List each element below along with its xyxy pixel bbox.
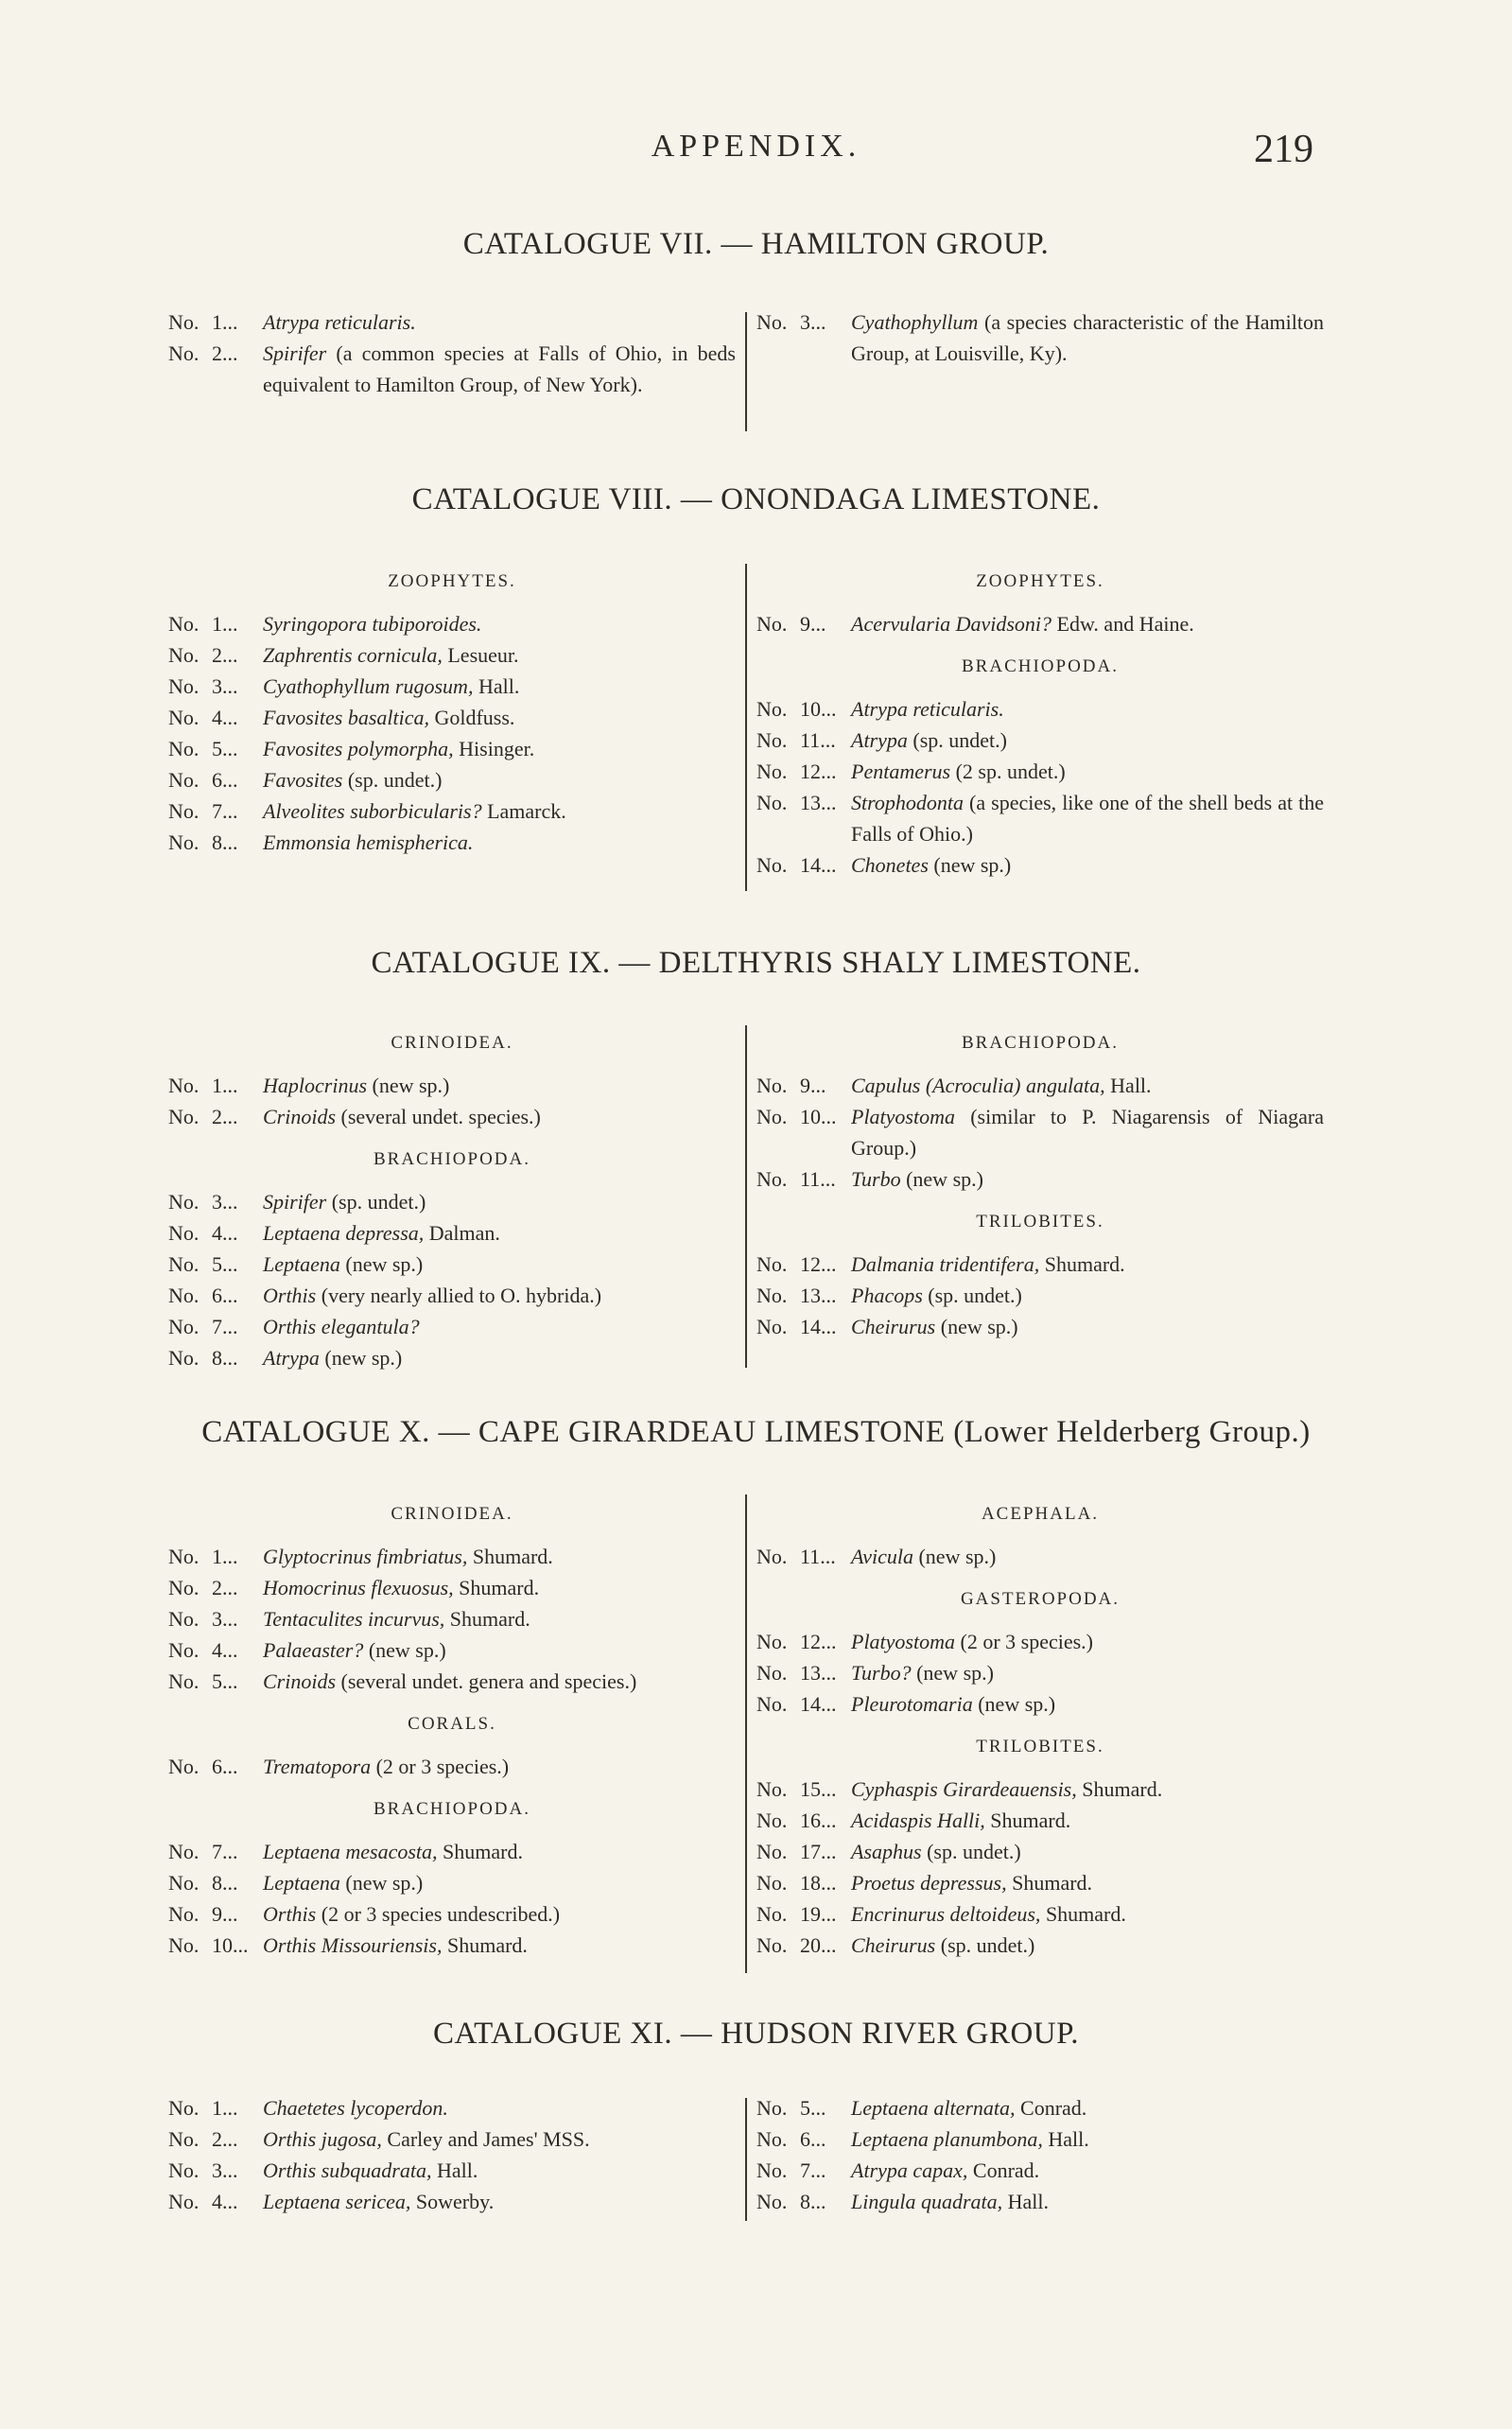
- catalogue-entry: [168, 2092, 736, 2123]
- entry-note: (2 or 3 species.): [955, 1630, 1094, 1653]
- species-name: Favosites: [263, 768, 343, 792]
- entry-note: Hall.: [1002, 2190, 1050, 2213]
- species-name: Palaeaster?: [263, 1638, 364, 1662]
- species-name: Capulus (Acroculia) angulata,: [851, 1074, 1105, 1097]
- catalogue-entry: [756, 1898, 1324, 1930]
- entry-number: No. 9...: [756, 1074, 826, 1097]
- catalogue-entry: [756, 693, 1324, 725]
- entry-note: Shumard.: [437, 1840, 523, 1863]
- species-name: Leptaena alternata,: [851, 2096, 1016, 2120]
- species-name: Crinoids: [263, 1105, 337, 1128]
- section-heading: CORALS.: [408, 1714, 496, 1734]
- species-name: Orthis Missouriensis,: [263, 1933, 443, 1957]
- entry-note: (new sp.): [363, 1638, 446, 1662]
- section-heading: BRACHIOPODA.: [374, 1799, 530, 1819]
- species-name: Leptaena depressa,: [263, 1221, 425, 1245]
- catalogue-entry: [756, 1311, 1324, 1342]
- species-name: Leptaena: [263, 1252, 340, 1276]
- catalogue-entry: [756, 725, 1324, 756]
- entry-number: No. 3...: [756, 310, 826, 334]
- species-name: Turbo?: [851, 1661, 912, 1685]
- species-name: Acervularia Davidsoni?: [851, 612, 1052, 636]
- catalogue-left-column: [168, 1016, 736, 1373]
- entry-note: (2 or 3 species undescribed.): [316, 1902, 561, 1926]
- entry-note: (several undet. genera and species.): [336, 1669, 637, 1693]
- entry-number: No. 15...: [756, 1777, 837, 1801]
- entry-note: (new sp.): [972, 1692, 1056, 1716]
- catalogue-entry: [168, 827, 736, 858]
- catalogue-right-column: [756, 306, 1324, 369]
- entry-number: No. 5...: [168, 737, 238, 760]
- entry-number: No. 2...: [168, 1576, 238, 1599]
- species-name: Syringopora tubiporoides.: [263, 612, 482, 636]
- entry-note: (new sp.): [319, 1346, 403, 1370]
- catalogue-entry: [168, 306, 736, 338]
- section-heading: CRINOIDEA.: [391, 1504, 513, 1524]
- entry-note: Shumard.: [1006, 1871, 1093, 1895]
- species-name: Cyathophyllum: [851, 310, 979, 334]
- species-name: Phacops: [851, 1284, 923, 1307]
- column-divider: [745, 312, 747, 431]
- species-name: Orthis jugosa,: [263, 2127, 382, 2151]
- column-divider: [745, 564, 747, 891]
- species-name: Spirifer: [263, 341, 327, 365]
- entry-number: No. 4...: [168, 2190, 238, 2213]
- catalogue-entry: [756, 1657, 1324, 1688]
- entry-number: No. 7...: [168, 799, 238, 823]
- entry-number: No. 11...: [756, 728, 836, 752]
- entry-number: No. 2...: [168, 2127, 238, 2151]
- catalogue-title: CATALOGUE XI. — HUDSON RIVER GROUP.: [432, 2017, 1080, 2051]
- entry-number: No. 13...: [756, 791, 837, 814]
- entry-note: Shumard.: [453, 1576, 540, 1599]
- catalogue-entry: [168, 1186, 736, 1217]
- species-name: Orthis subquadrata,: [263, 2158, 432, 2182]
- entry-note: (a common species at Falls of Ohio, in beds equivalent to Hamilton Group, of New York).: [263, 341, 736, 396]
- entry-number: No. 2...: [168, 1105, 238, 1128]
- species-name: Atrypa: [263, 1346, 320, 1370]
- section-heading: TRILOBITES.: [976, 1737, 1104, 1756]
- entry-number: No. 3...: [168, 1190, 238, 1214]
- catalogue-entry: [756, 2155, 1324, 2186]
- catalogue-entry: [168, 1070, 736, 1101]
- catalogue-entry: [168, 1280, 736, 1311]
- species-name: Emmonsia hemispherica.: [263, 830, 474, 854]
- catalogue-entry: [168, 733, 736, 764]
- catalogue-entry: [168, 1836, 736, 1867]
- entry-note: (a species, like one of the shell beds at the Falls of Ohio.): [851, 791, 1324, 846]
- catalogue-entry: [168, 1541, 736, 1572]
- entry-number: No. 16...: [756, 1809, 837, 1832]
- species-name: Zaphrentis cornicula,: [263, 643, 443, 667]
- entry-number: No. 5...: [168, 1669, 238, 1693]
- species-name: Leptaena sericea,: [263, 2190, 411, 2213]
- running-header: APPENDIX.: [651, 129, 861, 164]
- catalogue-entry: [168, 1603, 736, 1634]
- entry-note: (very nearly allied to O. hybrida.): [316, 1284, 602, 1307]
- species-name: Platyostoma: [851, 1630, 955, 1653]
- entry-note: Shumard.: [1039, 1252, 1125, 1276]
- entry-note: (sp. undet.): [907, 728, 1007, 752]
- catalogue-entry: [756, 1163, 1324, 1195]
- entry-note: Sowerby.: [410, 2190, 495, 2213]
- entry-note: Carley and James' MSS.: [381, 2127, 590, 2151]
- species-name: Haplocrinus: [263, 1074, 367, 1097]
- entry-note: Hall.: [431, 2158, 478, 2182]
- entry-number: No. 6...: [756, 2127, 826, 2151]
- entry-note: Shumard.: [984, 1809, 1071, 1832]
- entry-note: (sp. undet.): [921, 1840, 1021, 1863]
- catalogue-entry: [756, 306, 1324, 369]
- species-name: Tentaculites incurvus,: [263, 1607, 445, 1631]
- entry-number: No. 11...: [756, 1167, 836, 1191]
- species-name: Atrypa reticularis.: [263, 310, 416, 334]
- species-name: Encrinurus deltoideus,: [851, 1902, 1041, 1926]
- catalogue-entry: [756, 1805, 1324, 1836]
- entry-number: No. 14...: [756, 853, 837, 877]
- species-name: Orthis: [263, 1902, 317, 1926]
- catalogue-right-column: [756, 1016, 1324, 1342]
- catalogue-left-column: [168, 2092, 736, 2217]
- entry-number: No. 12...: [756, 1252, 837, 1276]
- catalogue-entry: [168, 639, 736, 671]
- species-name: Favosites basaltica,: [263, 706, 429, 729]
- entry-note: Hisinger.: [453, 737, 535, 760]
- entry-note: Conrad.: [1015, 2096, 1087, 2120]
- entry-number: No. 7...: [168, 1840, 238, 1863]
- catalogue-entry: [756, 1688, 1324, 1720]
- entry-number: No. 14...: [756, 1315, 837, 1338]
- entry-number: No. 13...: [756, 1661, 837, 1685]
- catalogue-entry: [168, 1249, 736, 1280]
- species-name: Leptaena mesacosta,: [263, 1840, 438, 1863]
- catalogue-entry: [168, 1101, 736, 1132]
- entry-note: (new sp.): [900, 1167, 983, 1191]
- entry-number: No. 10...: [168, 1933, 249, 1957]
- section-heading: GASTEROPODA.: [960, 1589, 1121, 1609]
- entry-note: Shumard.: [444, 1607, 530, 1631]
- catalogue-entry: [168, 2155, 736, 2186]
- catalogue-entry: [168, 1867, 736, 1898]
- catalogue-entry: [756, 1249, 1324, 1280]
- species-name: Crinoids: [263, 1669, 337, 1693]
- catalogue-entry: [168, 1751, 736, 1782]
- entry-number: No. 1...: [168, 310, 238, 334]
- species-name: Proetus depressus,: [851, 1871, 1007, 1895]
- species-name: Chonetes: [851, 853, 929, 877]
- species-name: Pentamerus: [851, 760, 951, 783]
- entry-note: (new sp.): [339, 1871, 424, 1895]
- catalogue-left-column: [168, 306, 736, 400]
- entry-number: No. 1...: [168, 1545, 238, 1568]
- entry-number: No. 5...: [756, 2096, 826, 2120]
- entry-number: No. 13...: [756, 1284, 837, 1307]
- species-name: Avicula: [851, 1545, 913, 1568]
- species-name: Cyathophyllum rugosum,: [263, 674, 474, 698]
- catalogue-title: CATALOGUE VII. — HAMILTON GROUP.: [462, 227, 1050, 261]
- entry-note: (new sp.): [367, 1074, 450, 1097]
- species-name: Favosites polymorpha,: [263, 737, 454, 760]
- entry-note: Lamarck.: [481, 799, 566, 823]
- catalogue-entry: [756, 2186, 1324, 2217]
- catalogue-entry: [168, 1666, 736, 1697]
- catalogue-entry: [756, 1867, 1324, 1898]
- entry-number: No. 17...: [756, 1840, 837, 1863]
- entry-number: No. 8...: [168, 1346, 238, 1370]
- species-name: Chaetetes lycoperdon.: [263, 2096, 448, 2120]
- entry-note: (sp. undet.): [326, 1190, 426, 1214]
- species-name: Glyptocrinus fimbriatus,: [263, 1545, 468, 1568]
- catalogue-entry: [756, 1774, 1324, 1805]
- catalogue-left-column: [168, 554, 736, 858]
- species-name: Atrypa reticularis.: [851, 697, 1004, 721]
- catalogue-title: CATALOGUE IX. — DELTHYRIS SHALY LIMESTONE.: [371, 946, 1141, 980]
- entry-note: (similar to P. Niagarensis of Niagara Group.): [851, 1105, 1324, 1160]
- entry-number: No. 3...: [168, 674, 238, 698]
- species-name: Atrypa: [851, 728, 908, 752]
- entry-note: Conrad.: [967, 2158, 1040, 2182]
- entry-note: Edw. and Haine.: [1051, 612, 1194, 636]
- catalogue-entry: [168, 764, 736, 795]
- catalogue-entry: [756, 1930, 1324, 1961]
- entry-note: Hall.: [1104, 1074, 1152, 1097]
- entry-note: (2 sp. undet.): [950, 760, 1066, 783]
- entry-note: (new sp.): [912, 1545, 997, 1568]
- column-divider: [745, 2098, 747, 2221]
- catalogue-entry: [168, 702, 736, 733]
- entry-number: No. 5...: [168, 1252, 238, 1276]
- entry-number: No. 6...: [168, 1755, 238, 1778]
- species-name: Orthis elegantula?: [263, 1315, 420, 1338]
- species-name: Cheirurus: [851, 1315, 936, 1338]
- column-divider: [745, 1025, 747, 1368]
- entry-number: No. 8...: [168, 830, 238, 854]
- entry-number: No. 1...: [168, 2096, 238, 2120]
- species-name: Dalmania tridentifera,: [851, 1252, 1040, 1276]
- entry-number: No. 11...: [756, 1545, 836, 1568]
- catalogue-entry: [756, 1836, 1324, 1867]
- section-heading: TRILOBITES.: [976, 1212, 1104, 1232]
- catalogue-entry: [756, 1280, 1324, 1311]
- entry-number: No. 1...: [168, 1074, 238, 1097]
- entry-note: (new sp.): [928, 853, 1012, 877]
- entry-number: No. 9...: [168, 1902, 238, 1926]
- entry-number: No. 2...: [168, 341, 238, 365]
- catalogue-entry: [756, 2092, 1324, 2123]
- catalogue-entry: [756, 1070, 1324, 1101]
- catalogue-entry: [168, 1898, 736, 1930]
- entry-number: No. 12...: [756, 1630, 837, 1653]
- catalogue-entry: [168, 608, 736, 639]
- species-name: Trematopora: [263, 1755, 372, 1778]
- species-name: Pleurotomaria: [851, 1692, 973, 1716]
- entry-number: No. 8...: [168, 1871, 238, 1895]
- species-name: Alveolites suborbicularis?: [263, 799, 482, 823]
- section-heading: CRINOIDEA.: [391, 1033, 513, 1053]
- catalogue-right-column: [756, 2092, 1324, 2217]
- entry-number: No. 7...: [168, 1315, 238, 1338]
- catalogue-title: CATALOGUE X. — CAPE GIRARDEAU LIMESTONE (Lower Helderberg Group.): [201, 1415, 1311, 1449]
- entry-number: No. 18...: [756, 1871, 837, 1895]
- column-divider: [745, 1494, 747, 1973]
- page-number: 219: [1254, 128, 1313, 171]
- entry-note: (a species characteristic of the Hamilton Group, at Louisville, Ky).: [851, 310, 1324, 365]
- species-name: Asaphus: [851, 1840, 922, 1863]
- catalogue-left-column: [168, 1487, 736, 1961]
- entry-number: No. 4...: [168, 1638, 238, 1662]
- species-name: Lingula quadrata,: [851, 2190, 1003, 2213]
- catalogue-entry: [168, 338, 736, 400]
- entry-number: No. 4...: [168, 706, 238, 729]
- entry-number: No. 4...: [168, 1221, 238, 1245]
- entry-note: Dalman.: [424, 1221, 500, 1245]
- catalogue-entry: [756, 2123, 1324, 2155]
- species-name: Homocrinus flexuosus,: [263, 1576, 454, 1599]
- entry-number: No. 2...: [168, 643, 238, 667]
- catalogue-entry: [756, 1626, 1324, 1657]
- species-name: Cyphaspis Girardeauensis,: [851, 1777, 1077, 1801]
- catalogue-entry: [168, 1930, 736, 1961]
- section-heading: BRACHIOPODA.: [962, 1033, 1119, 1053]
- section-heading: ZOOPHYTES.: [976, 571, 1104, 591]
- catalogue-entry: [168, 2123, 736, 2155]
- species-name: Atrypa capax,: [851, 2158, 968, 2182]
- catalogue-entry: [168, 1342, 736, 1373]
- entry-note: (sp. undet.): [935, 1933, 1035, 1957]
- section-heading: ACEPHALA.: [981, 1504, 1100, 1524]
- catalogue-entry: [756, 849, 1324, 881]
- entry-note: (2 or 3 species.): [371, 1755, 510, 1778]
- entry-number: No. 3...: [168, 1607, 238, 1631]
- catalogue-entry: [168, 1311, 736, 1342]
- section-heading: BRACHIOPODA.: [374, 1149, 530, 1169]
- species-name: Spirifer: [263, 1190, 327, 1214]
- entry-note: Shumard.: [467, 1545, 553, 1568]
- species-name: Strophodonta: [851, 791, 964, 814]
- catalogue-title: CATALOGUE VIII. — ONONDAGA LIMESTONE.: [411, 482, 1101, 516]
- species-name: Leptaena: [263, 1871, 340, 1895]
- catalogue-entry: [756, 787, 1324, 849]
- entry-note: (new sp.): [935, 1315, 1018, 1338]
- catalogue-entry: [168, 795, 736, 827]
- species-name: Leptaena planumbona,: [851, 2127, 1043, 2151]
- section-heading: BRACHIOPODA.: [962, 656, 1119, 676]
- entry-note: Shumard.: [1076, 1777, 1163, 1801]
- species-name: Cheirurus: [851, 1933, 936, 1957]
- entry-number: No. 6...: [168, 768, 238, 792]
- entry-number: No. 14...: [756, 1692, 837, 1716]
- catalogue-entry: [168, 671, 736, 702]
- entry-number: No. 8...: [756, 2190, 826, 2213]
- catalogue-entry: [168, 1634, 736, 1666]
- catalogue-right-column: [756, 1487, 1324, 1961]
- species-name: Orthis: [263, 1284, 317, 1307]
- catalogue-entry: [756, 1101, 1324, 1163]
- catalogue-entry: [756, 756, 1324, 787]
- catalogue-right-column: [756, 554, 1324, 881]
- entry-note: (new sp.): [339, 1252, 424, 1276]
- catalogue-entry: [168, 1572, 736, 1603]
- entry-number: No. 7...: [756, 2158, 826, 2182]
- entry-number: No. 10...: [756, 697, 837, 721]
- entry-number: No. 3...: [168, 2158, 238, 2182]
- catalogue-entry: [168, 1217, 736, 1249]
- species-name: Platyostoma: [851, 1105, 955, 1128]
- entry-number: No. 10...: [756, 1105, 837, 1128]
- section-heading: ZOOPHYTES.: [388, 571, 516, 591]
- entry-note: Shumard.: [442, 1933, 528, 1957]
- entry-note: (sp. undet.): [342, 768, 443, 792]
- catalogue-entry: [756, 608, 1324, 639]
- entry-number: No. 6...: [168, 1284, 238, 1307]
- species-name: Turbo: [851, 1167, 901, 1191]
- entry-number: No. 19...: [756, 1902, 837, 1926]
- entry-number: No. 20...: [756, 1933, 837, 1957]
- entry-number: No. 9...: [756, 612, 826, 636]
- catalogue-entry: [756, 1541, 1324, 1572]
- entry-number: No. 12...: [756, 760, 837, 783]
- entry-note: (sp. undet.): [922, 1284, 1022, 1307]
- entry-note: Shumard.: [1040, 1902, 1126, 1926]
- catalogue-entry: [168, 2186, 736, 2217]
- entry-note: (new sp.): [911, 1661, 994, 1685]
- entry-note: Lesueur.: [442, 643, 519, 667]
- entry-note: Goldfuss.: [428, 706, 515, 729]
- entry-note: (several undet. species.): [336, 1105, 541, 1128]
- entry-note: Hall.: [473, 674, 520, 698]
- species-name: Acidaspis Halli,: [851, 1809, 985, 1832]
- entry-note: Hall.: [1042, 2127, 1089, 2151]
- entry-number: No. 1...: [168, 612, 238, 636]
